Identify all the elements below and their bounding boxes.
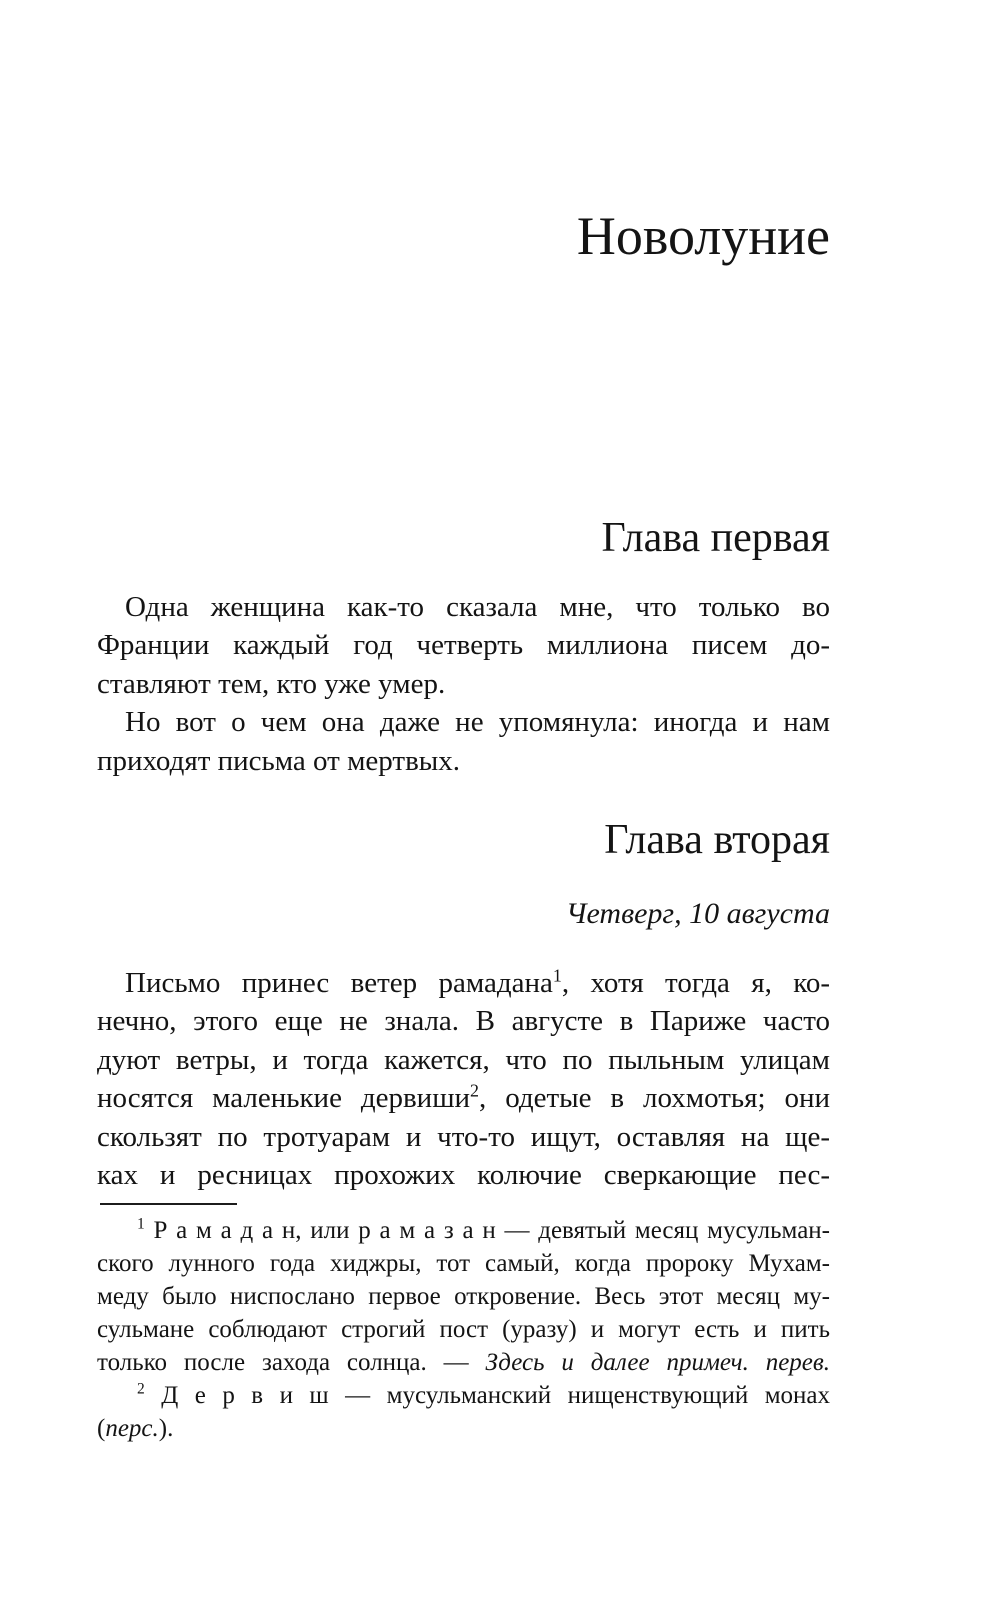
text-line: дуют ветры, и тогда кажется, что по пыльным улицам [97,1043,830,1076]
footnote-ref-1: 1 [552,965,562,986]
text-segment: Письмо принес ветер рамадана [125,967,553,999]
footnote-2-marker: 2 [137,1380,145,1398]
footnote-1-line: ского лунного года хиджры, тот самый, когда пророку Мухам- [97,1250,830,1277]
text-line: Но вот о чем она даже не упомянула: иногда и нам [125,706,830,739]
footnote-1-line [97,1214,830,1247]
footnote-2-line [97,1379,830,1412]
footnote-ref-2: 2 [470,1080,480,1101]
footnotes-block [97,1214,830,1445]
text-segment: носятся маленькие дервиши [97,1082,471,1115]
chapter-2-text [97,964,830,1194]
footnote-1-line: меду было ниспослано первое откровение. Весь этот месяц му- [97,1283,830,1310]
chapter-2-heading: Глава вторая [604,817,830,863]
text-line: Одна женщина как-то сказала мне, что только во [125,591,830,623]
translator-note-italic: Здесь и далее примеч. перев. [485,1349,831,1376]
text-segment: только после захода солнца. — [97,1349,486,1376]
text-segment: ( [97,1415,106,1442]
text-segment: ). [158,1415,174,1442]
text-segment: , хотя тогда я, ко- [561,967,830,999]
text-line: приходят письма от мертвых. [97,744,461,777]
text-segment: Д е р в и ш — мусульманский нищенствующий монах [144,1382,830,1409]
text-line: нечно, этого еще не знала. В августе в Париже часто [97,1005,830,1038]
footnote-separator [100,1203,237,1205]
chapter-1-heading: Глава первая [601,515,830,561]
chapter-2-dateline: Четверг, 10 августа [565,897,830,930]
text-line: Франции каждый год четверть миллиона писем до- [97,629,830,662]
page-title: Новолуние [576,206,830,266]
chapter-1-text [97,588,830,780]
text-line: ках и ресницах прохожих колючие сверкающие пес- [97,1159,830,1192]
footnote-1-line: сульмане соблюдают строгий пост (уразу) и могут есть и пить [97,1316,830,1343]
text-line [97,964,830,1002]
text-segment: , одетые в лохмотья; они [479,1082,830,1115]
footnote-1-marker: 1 [137,1215,145,1233]
text-line: скользят по тротуарам и что-то ищут, оставляя на ще- [97,1120,830,1153]
footnote-2-line [97,1412,830,1445]
text-segment: Р а м а д а н, или р а м а з а н — девятый месяц мусульман- [144,1217,830,1244]
text-line: ставляют тем, кто уже умер. [97,667,446,700]
text-line [97,1079,830,1117]
footnote-1-line [97,1346,830,1379]
text-segment-italic: перс. [105,1415,159,1442]
